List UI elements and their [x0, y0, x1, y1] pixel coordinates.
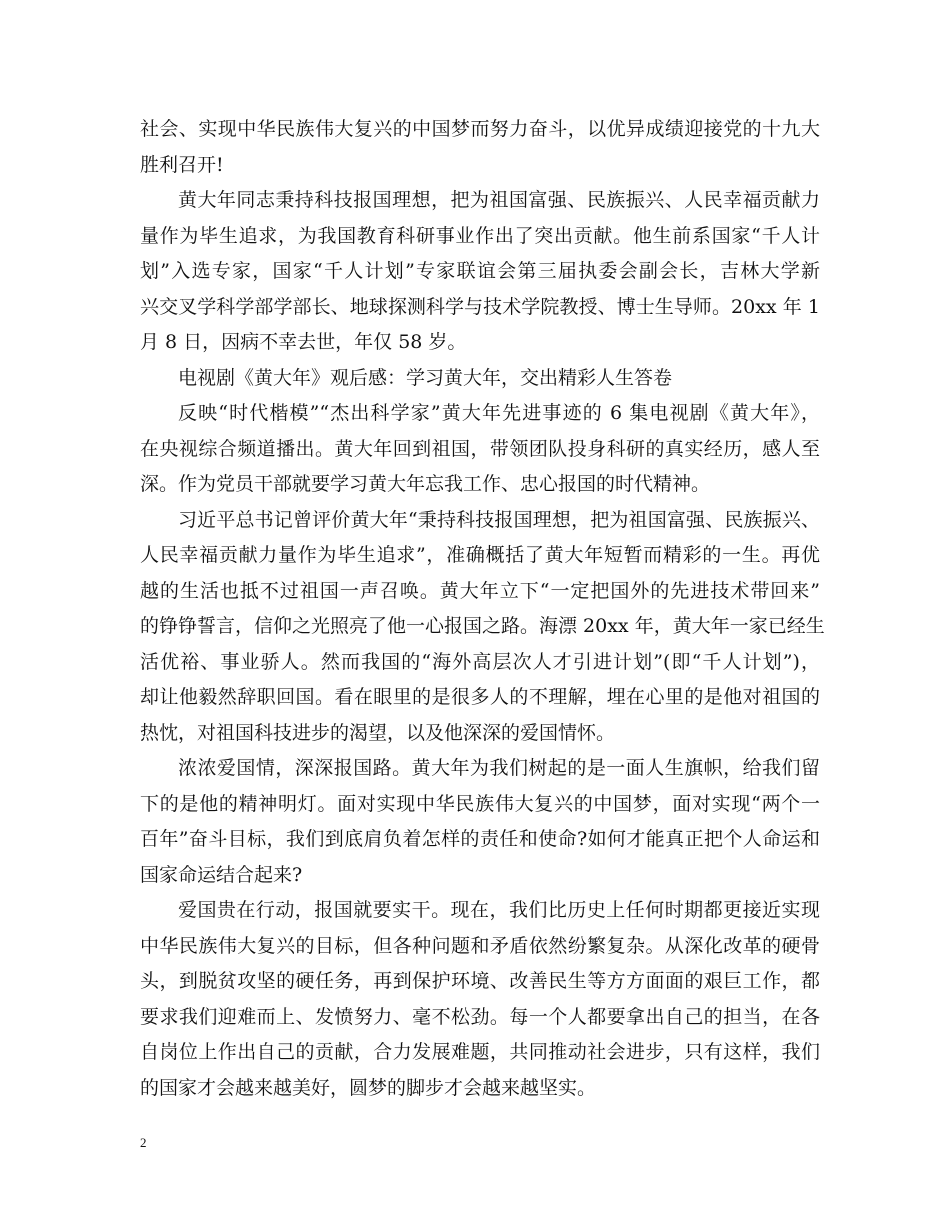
text-line: 越的生活也抵不过祖国一声召唤。黄大年立下“一定把国外的先进技术带回来” [140, 579, 820, 602]
text-line: 爱国贵在行动，报国就要实干。现在，我们比历史上任何时期都更接近实现 [178, 899, 820, 921]
text-line: 活优裕、事业骄人。然而我国的“海外高层次人才引进计划”(即“千人计划”)， [140, 650, 820, 673]
text-line: 划”入选专家，国家“千人计划”专家联谊会第三届执委会副会长，吉林大学新 [140, 260, 820, 282]
text-line: 浓浓爱国情，深深报国路。黄大年为我们树起的是一面人生旗帜，给我们留 [178, 757, 820, 779]
page-number: 2 [140, 1135, 147, 1150]
text-line: 的铮铮誓言，信仰之光照亮了他一心报国之路。海漂 20xx 年，黄大年一家已经生 [140, 615, 825, 637]
text-line: 社会、实现中华民族伟大复兴的中国梦而努力奋斗，以优异成绩迎接党的十九大 [140, 118, 820, 140]
text-line: 国家命运结合起来? [140, 863, 303, 886]
text-line: 月 8 日，因病不幸去世，年仅 58 岁。 [140, 331, 467, 353]
text-line: 反映“时代楷模”“杰出科学家”黄大年先进事迹的 6 集电视剧《黄大年》， [178, 402, 820, 424]
text-line: 却让他毅然辞职回国。看在眼里的是很多人的不理解，埋在心里的是他对祖国的 [140, 686, 820, 708]
text-line: 在央视综合频道播出。黄大年回到祖国，带领团队投身科研的真实经历，感人至 [140, 437, 820, 460]
text-line: 自岗位上作出自己的贡献，合力发展难题，共同推动社会进步，只有这样，我们 [140, 1041, 820, 1063]
text-line: 黄大年同志秉持科技报国理想，把为祖国富强、民族振兴、人民幸福贡献力 [178, 189, 820, 211]
text-line: 兴交叉学科学部学部长、地球探测科学与技术学院教授、博士生导师。20xx 年 1 [140, 295, 820, 318]
text-line: 的国家才会越来越美好，圆梦的脚步才会越来越坚实。 [140, 1076, 597, 1099]
text-line: 胜利召开! [140, 153, 224, 176]
text-line: 深。作为党员干部就要学习黄大年忘我工作、忠心报国的时代精神。 [140, 473, 711, 495]
text-line: 量作为毕生追求，为我国教育科研事业作出了突出贡献。他生前系国家“千人计 [140, 224, 820, 247]
section-heading: 电视剧《黄大年》观后感：学习黄大年，交出精彩人生答卷 [178, 366, 673, 389]
text-line: 人民幸福贡献力量作为毕生追求”，准确概括了黄大年短暂而精彩的一生。再优 [140, 544, 820, 566]
text-line: 中华民族伟大复兴的目标，但各种问题和矛盾依然纷繁复杂。从深化改革的硬骨 [140, 934, 820, 957]
text-line: 热忱，对祖国科技进步的渴望，以及他深深的爱国情怀。 [140, 721, 616, 744]
text-line: 习近平总书记曾评价黄大年“秉持科技报国理想，把为祖国富强、民族振兴、 [178, 508, 820, 531]
document-body [140, 112, 825, 1106]
text-line: 头，到脱贫攻坚的硬任务，再到保护环境、改善民生等方方面面的艰巨工作，都 [140, 970, 820, 992]
text-line: 百年”奋斗目标，我们到底肩负着怎样的责任和使命?如何才能真正把个人命运和 [140, 828, 820, 850]
text-line: 要求我们迎难而上、发愤努力、毫不松劲。每一个人都要拿出自己的担当，在各 [140, 1005, 820, 1028]
text-line: 下的是他的精神明灯。面对实现中华民族伟大复兴的中国梦，面对实现“两个一 [140, 792, 820, 815]
